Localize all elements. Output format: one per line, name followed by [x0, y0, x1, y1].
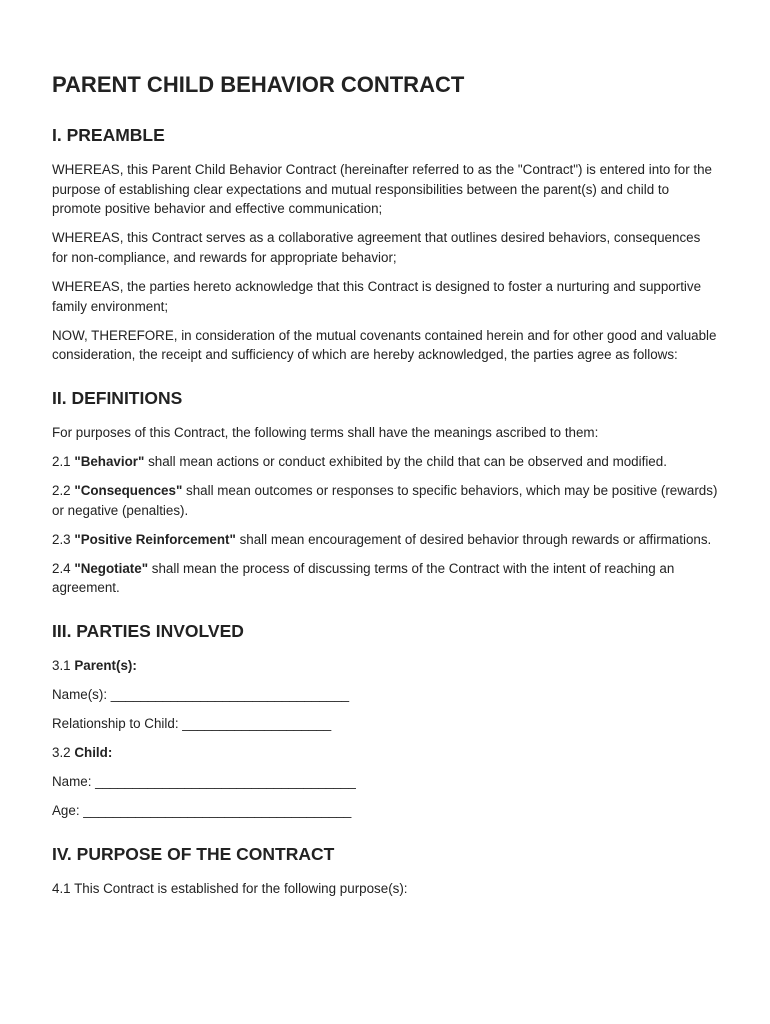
- definition-term: "Behavior": [74, 453, 145, 469]
- section-heading-purpose: IV. PURPOSE OF THE CONTRACT: [52, 844, 335, 865]
- parent-names-field[interactable]: Name(s): ________________________________: [52, 687, 350, 703]
- definition-item: [52, 452, 718, 472]
- subsection-number: 3.1: [52, 658, 75, 673]
- preamble-paragraph: WHEREAS, this Contract serves as a collaborative agreement that outlines desired behaviors, consequences for non-compliance, and rewards for appropriate behavior;: [52, 230, 701, 265]
- section-heading-definitions: II. DEFINITIONS: [52, 387, 183, 408]
- relationship-field[interactable]: Relationship to Child: ____________________: [52, 716, 332, 732]
- definition-text: shall mean the process of discussing terms of the Contract with the intent of reaching an agreement.: [52, 560, 675, 596]
- parent-subheading: [52, 656, 718, 676]
- section-heading-preamble: I. PREAMBLE: [52, 125, 165, 145]
- definition-term: "Positive Reinforcement": [74, 531, 236, 547]
- definition-text: shall mean actions or conduct exhibited by the child that can be observed and modified.: [144, 453, 667, 469]
- definition-term: "Consequences": [74, 483, 183, 499]
- child-name-field[interactable]: Name: ___________________________________: [52, 774, 356, 790]
- definition-number: 2.4: [52, 560, 75, 576]
- child-subheading: [52, 743, 718, 763]
- definition-term: "Negotiate": [74, 560, 149, 576]
- child-age-field[interactable]: Age: ____________________________________: [52, 803, 352, 819]
- parent-label: Parent(s):: [74, 658, 137, 673]
- child-label: Child:: [74, 745, 113, 761]
- definition-number: 2.2: [52, 483, 75, 499]
- preamble-paragraph: NOW, THEREFORE, in consideration of the mutual covenants contained herein and for other good and valuable consideration, the receipt and sufficiency of which are hereby acknowledged, the parties agree as follows:: [52, 327, 717, 363]
- definition-text: shall mean encouragement of desired behavior through rewards or affirmations.: [235, 531, 712, 547]
- definition-item: [52, 530, 718, 550]
- purpose-intro: 4.1 This Contract is established for the following purpose(s):: [52, 881, 408, 897]
- preamble-paragraph: WHEREAS, this Parent Child Behavior Contract (hereinafter referred to as the "Contract") is entered into for the purpose of establishing clear expectations and mutual responsibilities between the parent(s) and child to promote positive behavior and effective communication;: [52, 162, 712, 217]
- subsection-number: 3.2: [52, 745, 75, 761]
- definition-number: 2.3: [52, 531, 75, 547]
- definition-item: [52, 559, 718, 598]
- section-heading-parties: III. PARTIES INVOLVED: [52, 621, 244, 641]
- definitions-intro: For purposes of this Contract, the following terms shall have the meanings ascribed to them:: [52, 424, 599, 440]
- definition-item: [52, 481, 718, 520]
- definition-text: shall mean outcomes or responses to specific behaviors, which may be positive (rewards) or negative (penalties).: [52, 483, 718, 518]
- document-title: PARENT CHILD BEHAVIOR CONTRACT: [52, 72, 465, 97]
- preamble-paragraph: WHEREAS, the parties hereto acknowledge that this Contract is designed to foster a nurturing and supportive family environment;: [52, 278, 702, 314]
- definition-number: 2.1: [52, 453, 75, 469]
